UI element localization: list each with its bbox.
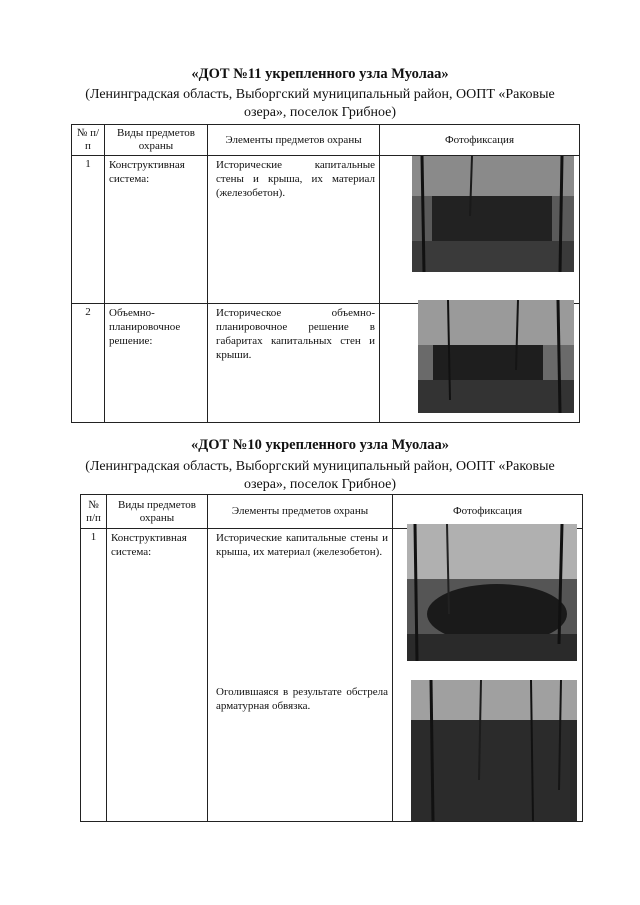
- col-header-num: № п/п: [72, 125, 105, 156]
- col-header-type: Виды предметов охраны: [105, 125, 208, 156]
- col-header-elements: Элементы предметов охраны: [208, 495, 393, 529]
- row-num: 1: [72, 156, 105, 304]
- doc2-subtitle-line1: (Ленинградская область, Выборгский муниципальный район, ООПТ «Раковые: [85, 459, 555, 474]
- row-elements: Исторические капитальные стены и крыша, их материал (железобетон).: [208, 156, 380, 304]
- col-header-type: Виды предметов охраны: [107, 495, 208, 529]
- bunker-photo: [418, 300, 574, 413]
- col-header-photo: Фотофиксация: [393, 495, 583, 529]
- bunker-photo: [407, 524, 577, 661]
- row-type: Конструктивная система:: [107, 529, 208, 822]
- row-num: 2: [72, 304, 105, 423]
- col-header-photo: Фотофиксация: [380, 125, 580, 156]
- bunker-photo: [411, 680, 577, 821]
- col-header-num: № п/п: [81, 495, 107, 529]
- row-elements: Историческое объемно-планировочное решение в габаритах капитальных стен и крыши.: [208, 304, 380, 423]
- row-type: Конструктивная система:: [105, 156, 208, 304]
- row-num: 1: [81, 529, 107, 822]
- row-elements-cell: [208, 529, 393, 822]
- bunker-photo: [412, 156, 574, 272]
- doc1-header-row: [72, 125, 580, 156]
- row-elements: Исторические капитальные стены и крыша, их материал (железобетон).: [216, 532, 388, 558]
- col-header-elements: Элементы предметов охраны: [208, 125, 380, 156]
- doc2-title: «ДОТ №10 укрепленного узла Муолаа»: [191, 437, 449, 453]
- row-elements-2: Оголившаяся в результате обстрела арматурная обвязка.: [216, 686, 388, 712]
- row-type: Объемно-планировочное решение:: [105, 304, 208, 423]
- doc1-subtitle-line2: озера», поселок Грибное): [243, 105, 397, 120]
- doc1-subtitle-line1: (Ленинградская область, Выборгский муниципальный район, ООПТ «Раковые: [85, 87, 555, 102]
- doc2-subtitle-line2: озера», поселок Грибное): [243, 477, 397, 492]
- doc1-title: «ДОТ №11 укрепленного узла Муолаа»: [191, 66, 449, 82]
